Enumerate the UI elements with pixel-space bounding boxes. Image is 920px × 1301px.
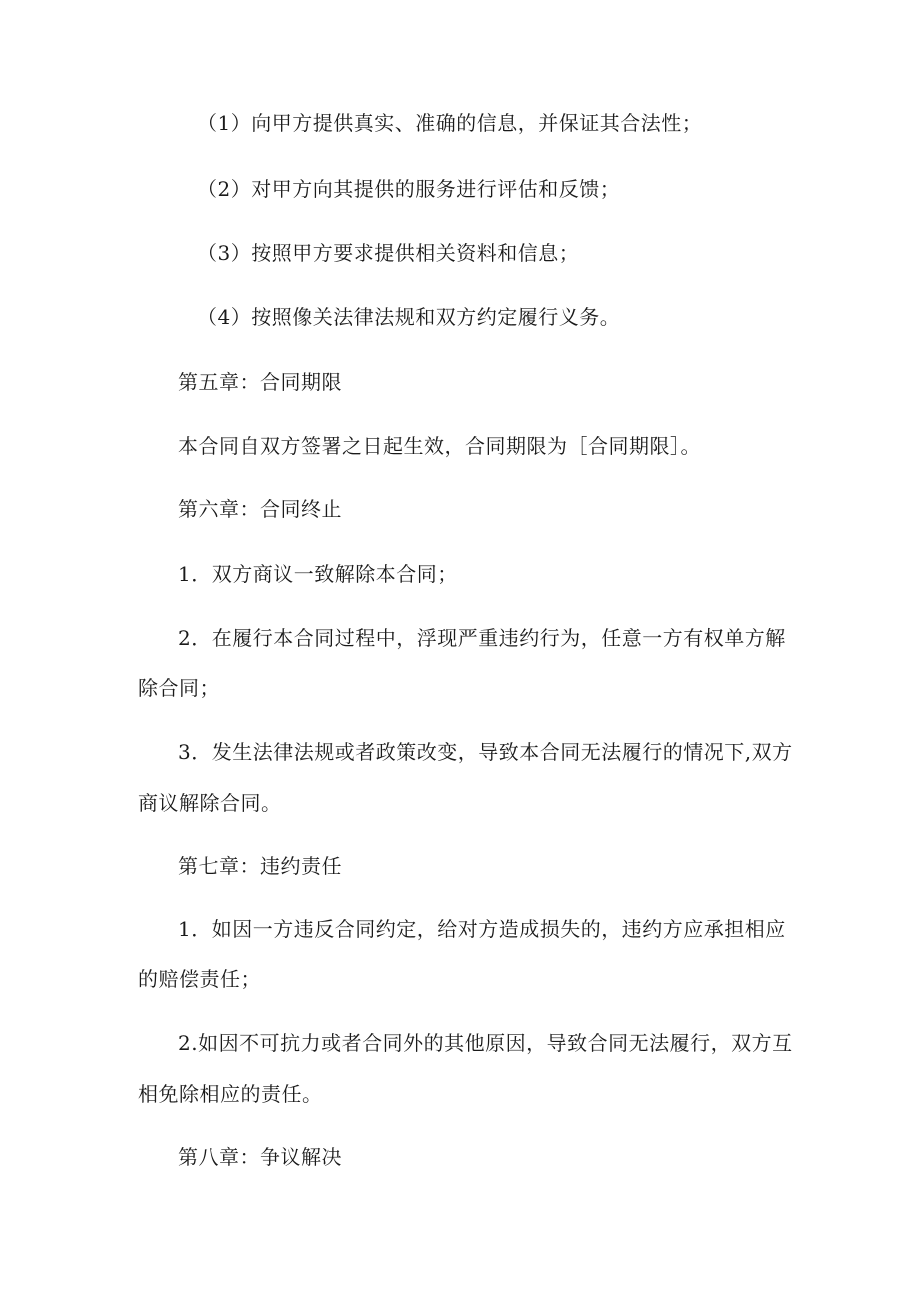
chapter-5-body: 本合同自双方签署之日起生效，合同期限为［合同期限］。 [178,434,701,458]
chapter-7-item-1-line-2: 的赔偿责任； [138,967,261,991]
chapter-6-item-3-line-2: 商议解除合同。 [138,791,282,815]
chapter-6-item-2-line-2: 除合同； [138,676,220,700]
chapter-7-heading: 第七章：违约责任 [178,854,342,878]
chapter-6-heading: 第六章：合同终止 [178,497,342,521]
chapter-8-heading: 第八章：争议解决 [178,1145,342,1169]
obligation-item-2: （2）对甲方向其提供的服务进行评估和反馈； [197,177,621,201]
chapter-6-item-1: 1．双方商议一致解除本合同； [178,562,458,586]
chapter-6-item-2-line-1: 2．在履行本合同过程中，浮现严重违约行为，任意一方有权单方解 [178,626,786,650]
obligation-item-1: （1）向甲方提供真实、准确的信息，并保证其合法性； [197,111,703,135]
chapter-6-item-3-line-1: 3．发生法律法规或者政策改变，导致本合同无法履行的情况下,双方 [178,740,793,764]
chapter-5-heading: 第五章：合同期限 [178,370,342,394]
obligation-item-3: （3）按照甲方要求提供相关资料和信息； [197,241,580,265]
obligation-item-4: （4）按照像关法律法规和双方约定履行义务。 [197,305,621,329]
chapter-7-item-2-line-1: 2.如因不可抗力或者合同外的其他原因，导致合同无法履行，双方互 [178,1031,793,1055]
chapter-7-item-2-line-2: 相免除相应的责任。 [138,1082,323,1106]
chapter-7-item-1-line-1: 1．如因一方违反合同约定，给对方造成损失的，违约方应承担相应 [178,917,786,941]
